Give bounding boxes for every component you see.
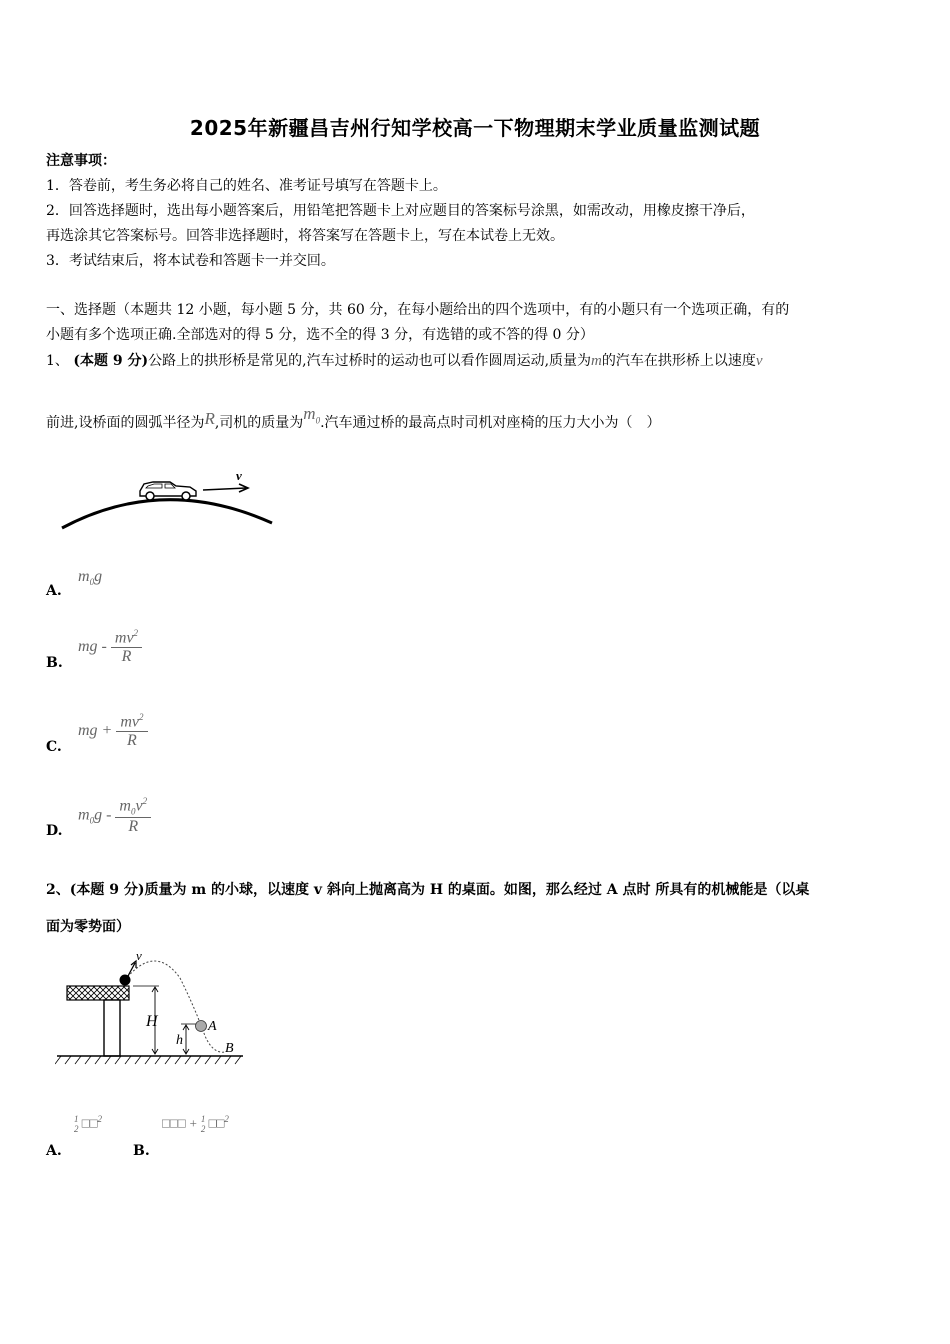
question-text: 质量为 m 的小球，以速度 v 斜向上抛离高为 H 的桌面。如图，那么经过 A 点时 所具有的机械能是（以桌 — [144, 882, 810, 898]
option-label: A. — [46, 1143, 62, 1159]
velocity-arrow — [203, 488, 246, 490]
velocity-label: v — [236, 468, 242, 483]
math-var: m — [591, 353, 602, 369]
question-number: 1、 — [46, 353, 69, 369]
expr-body: □□ — [208, 1115, 225, 1131]
frac-num: mv — [114, 629, 134, 647]
frac-den: R — [127, 732, 137, 750]
frac-den: 2 — [200, 1124, 206, 1135]
option-label: B. — [133, 1143, 150, 1159]
car-icon — [140, 482, 196, 500]
frac-den: 2 — [74, 1124, 79, 1135]
table-top — [67, 986, 129, 1000]
expr-sup: 2 — [224, 1114, 229, 1124]
expr-sup: 2 — [97, 1114, 102, 1124]
question-text: 的汽车在拱形桥上以速度 — [601, 353, 756, 369]
ball-at-a — [196, 1021, 207, 1032]
frac-den: R — [121, 648, 132, 666]
question-points: (本题 9 分) — [69, 882, 145, 898]
option-label: D. — [46, 823, 63, 839]
frac-num: 1 — [200, 1114, 206, 1125]
q2-option-a-expr — [74, 1114, 102, 1134]
expr-lead: g - — [94, 806, 112, 824]
option-label: C. — [46, 739, 62, 755]
question-text: 公路上的拱形桥是常见的,汽车过桥时的运动也可以看作圆周运动,质量为 — [148, 353, 592, 369]
question-2-line-2: 面为零势面） — [46, 919, 130, 935]
frac-num: mv — [120, 713, 140, 731]
math-sub: 0 — [315, 415, 321, 426]
table-leg — [104, 1000, 120, 1056]
expr-body: □□ — [81, 1115, 98, 1131]
label-v: v — [136, 948, 142, 963]
question-text: ,司机的质量为 — [214, 415, 304, 431]
label-b: B — [225, 1041, 234, 1056]
question-text: 前进,设桥面的圆弧半径为 — [46, 415, 205, 431]
option-a-expr: $m_0g$ — [78, 568, 103, 588]
label-h: h — [176, 1033, 183, 1048]
trajectory-path — [125, 961, 225, 1052]
question-2-line-1 — [46, 880, 809, 900]
expr-lead: mg - — [78, 637, 107, 655]
ball-start — [120, 975, 131, 986]
math-var: R — [204, 409, 215, 428]
math-var: v — [755, 353, 763, 369]
question-points: (本题 9 分) — [73, 353, 149, 369]
projectile-figure — [55, 948, 250, 1068]
frac-den: R — [128, 817, 139, 835]
frac-num: v — [135, 797, 143, 815]
option-b-expr: mg - $\frac{mv^2}{R}$ — [78, 628, 142, 666]
option-label: A. — [46, 583, 62, 599]
question-1-line-2 — [46, 404, 661, 438]
question-number: 2、 — [46, 882, 70, 898]
question-1-line-1 — [46, 351, 763, 371]
q2-option-b-expr — [162, 1114, 229, 1134]
option-label: B. — [46, 655, 63, 671]
section-instructions: 一、选择题（本题共 12 小题，每小题 5 分，共 60 分，在每小题给出的四个选项中，有的小题只有一个选项正确，有的 — [46, 302, 790, 318]
frac-num: 1 — [74, 1114, 79, 1125]
math-var: m — [303, 404, 316, 423]
option-d-expr: $m_0g$ - $\frac{m_0v^2}{R}$ — [78, 796, 151, 836]
section-instructions: 小题有多个选项正确.全部选对的得 5 分，选不全的得 3 分，有选错的或不答的得 0 分） — [46, 327, 594, 343]
expr-lead: □□□ + — [162, 1115, 198, 1131]
page-title: 2025年新疆昌吉州行知学校高一下物理期末学业质量监测试题 — [189, 116, 761, 140]
notice-item: 再选涂其它答案标号。回答非选择题时，将答案写在答题卡上，写在本试卷上无效。 — [46, 228, 564, 244]
notice-item: 3．考试结束后，将本试卷和答题卡一并交回。 — [46, 253, 335, 269]
label-a: A — [208, 1019, 217, 1034]
label-H: H — [146, 1013, 158, 1030]
expr-lead: mg + — [78, 721, 113, 739]
question-text: .汽车通过桥的最高点时司机对座椅的压力大小为（ ） — [320, 415, 661, 431]
notice-heading: 注意事项： — [46, 153, 116, 169]
arch-bridge-figure — [58, 466, 278, 532]
option-c-expr: mg + $\frac{mv^2}{R}$ — [78, 712, 148, 750]
notice-item: 1．答卷前，考生务必将自己的姓名、准考证号填写在答题卡上。 — [46, 178, 447, 194]
notice-item: 2．回答选择题时，选出每小题答案后，用铅笔把答题卡上对应题目的答案标号涂黑，如需改动，用橡皮擦干净后， — [46, 203, 755, 219]
